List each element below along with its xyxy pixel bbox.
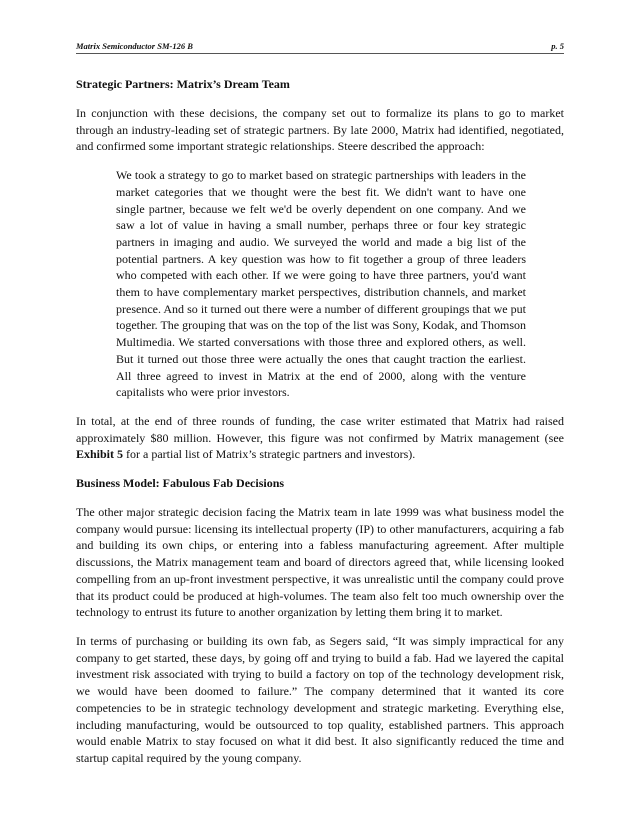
document-body [76, 76, 564, 779]
block-quote: We took a strategy to go to market based on strategic partnerships with leaders in the market categories that we thought were the best fit. We didn't want to have one single partner, because we felt we'd be overly dependent on one company. And we saw a lot of value in having a small number, perhaps three or four key strategic partners in imaging and audio. We surveyed the world and made a big list of the potential partners. A key question was how to fit together a group of three leaders who competed with each other. If we were going to have three partners, you'd want them to have complementary market perspectives, distribution channels, and market presence. And so it turned out there were a number of different groupings that we put together. The grouping that was on the top of the list was Sony, Kodak, and Thomson Multimedia. We started conversations with those three and explored others, as well. But it turned out those three were actually the ones that caught traction the earliest. All three agreed to invest in Matrix at the end of 2000, along with the venture capitalists who were prior investors. [116, 168, 526, 400]
header-page-number: p. 5 [551, 41, 564, 51]
body-paragraph-business-model: The other major strategic decision facing the Matrix team in late 1999 was what business model the company would pursue: licensing its intellectual property (IP) to other manufacturers, acquiring a fab and building its own chips, or entering into a fabless manufacturing agreement. After multiple discussions, the Matrix management team and board of directors agreed that, while licensing looked compelling from an up-front investment perspective, it was unrealistic until the company could prove that its product could be produced at high-volumes. The team also felt too much ownership over the technology to entrust its future to another organization by letting them bring it to market. [76, 505, 564, 620]
body-paragraph-fab: In terms of purchasing or building its own fab, as Segers said, “It was simply impractical for any company to get started, these days, by going off and trying to build a fab. Had we layered the capital investment risk associated with trying to build a factory on top of the technology development risk, we would have been doomed to failure.” The company determined that it wanted its core competencies to be in strategic technology development and strategic marketing. Everything else, including manufacturing, would be outsourced to top quality, established partners. This approach would enable Matrix to stay focused on what it did best. It also significantly reduced the time and startup capital required by the young company. [76, 633, 564, 765]
body-paragraph: In conjunction with these decisions, the company set out to formalize its plans to go to market through an industry-leading set of strategic partners. By late 2000, Matrix had identified, negotiated, and confirmed some important strategic relationships. Steere described the approach: [76, 106, 564, 154]
exhibit-reference: Exhibit 5 [76, 447, 124, 462]
paragraph-text: for a partial list of Matrix’s strategic partners and investors). [123, 447, 416, 462]
section-heading-strategic-partners: Strategic Partners: Matrix’s Dream Team [76, 77, 290, 91]
paragraph-text: In total, at the end of three rounds of funding, the case writer estimated that Matrix had raised approximately $80 million. However, this figure was not confirmed by Matrix management (see [76, 413, 564, 445]
body-paragraph-funding [76, 413, 564, 463]
running-header [76, 39, 564, 54]
section-heading-business-model: Business Model: Fabulous Fab Decisions [76, 476, 285, 491]
header-document-id: Matrix Semiconductor SM-126 B [76, 41, 193, 51]
